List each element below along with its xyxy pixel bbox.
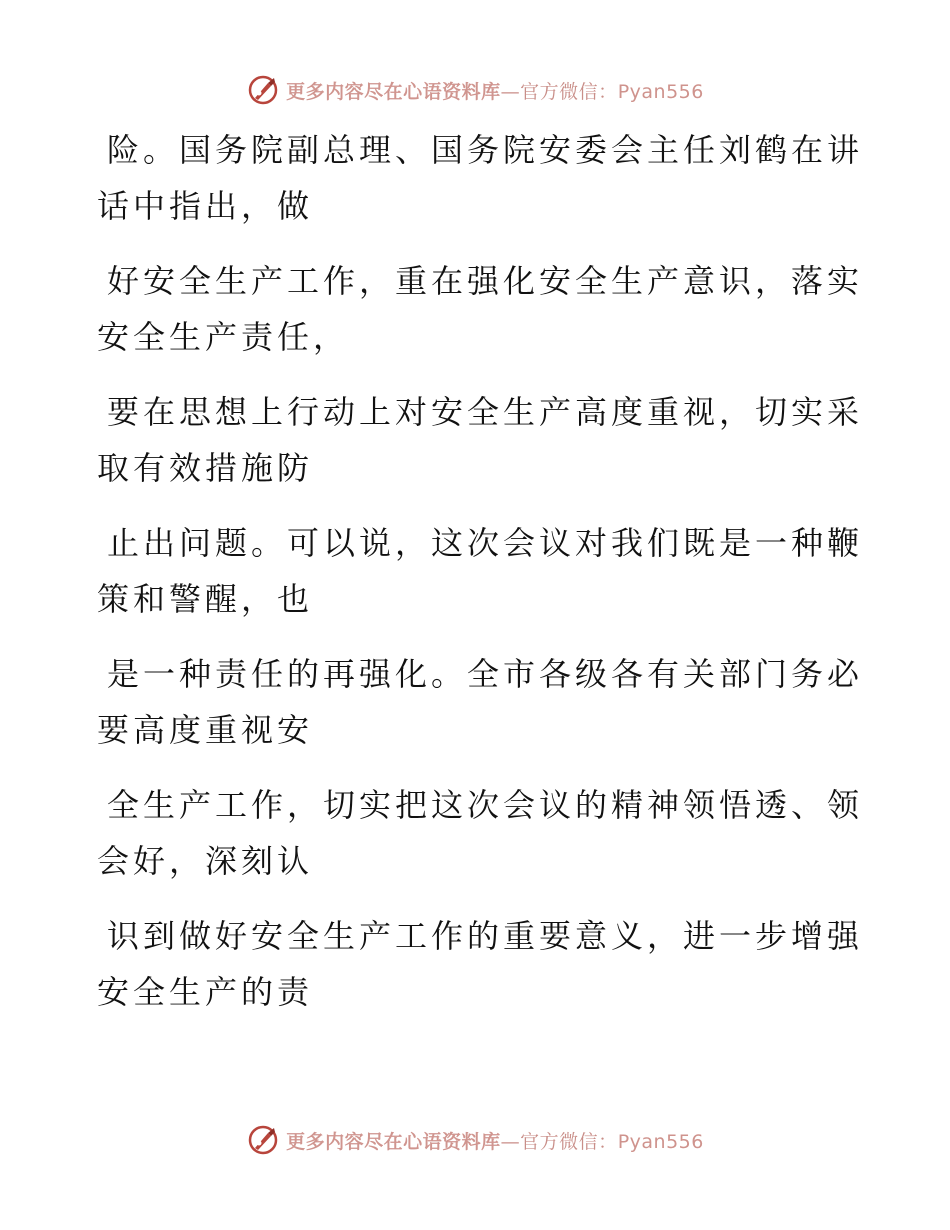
watermark-id: Pyan556 — [617, 1130, 704, 1153]
paragraph-line: 好安全生产工作，重在强化安全生产意识，落实 — [107, 262, 864, 300]
paragraph — [97, 122, 864, 234]
paragraph-line: 要在思想上行动上对安全生产高度重视，切实采 — [107, 393, 864, 431]
paragraph-line: 全生产工作，切实把这次会议的精神领悟透、领 — [107, 786, 864, 824]
paragraph — [97, 253, 864, 365]
paragraph-line: 险。国务院副总理、国务院安委会主任刘鹤在讲 — [107, 131, 864, 169]
paragraph — [97, 646, 864, 758]
paragraph-line: 策和警醒，也 — [97, 580, 314, 618]
watermark-id: Pyan556 — [617, 80, 704, 103]
footer-watermark — [0, 1120, 950, 1160]
paragraph-line: 要高度重视安 — [97, 711, 314, 749]
paragraph-line: 是一种责任的再强化。全市各级各有关部门务必 — [107, 655, 864, 693]
watermark-main: 更多内容尽在心语资料库 — [286, 1130, 501, 1153]
paragraph-line: 会好，深刻认 — [97, 842, 314, 880]
watermark-text — [286, 77, 704, 104]
paragraph — [97, 384, 864, 496]
paragraph-line: 安全生产的责 — [97, 973, 314, 1011]
watermark-text — [286, 1127, 704, 1154]
paragraph — [97, 908, 864, 1020]
paragraph — [97, 777, 864, 889]
paragraph-line: 安全生产责任， — [97, 318, 350, 356]
quill-circle-icon — [246, 73, 280, 107]
header-watermark — [0, 70, 950, 110]
document-body — [97, 122, 864, 1039]
quill-circle-icon — [246, 1123, 280, 1157]
paragraph-line: 识到做好安全生产工作的重要意义，进一步增强 — [107, 917, 864, 955]
watermark-rest: —官方微信： — [500, 80, 618, 103]
paragraph-line: 话中指出，做 — [97, 187, 314, 225]
watermark-main: 更多内容尽在心语资料库 — [286, 80, 501, 103]
paragraph-line: 止出问题。可以说，这次会议对我们既是一种鞭 — [107, 524, 864, 562]
watermark-rest: —官方微信： — [500, 1130, 618, 1153]
paragraph-line: 取有效措施防 — [97, 449, 314, 487]
paragraph — [97, 515, 864, 627]
